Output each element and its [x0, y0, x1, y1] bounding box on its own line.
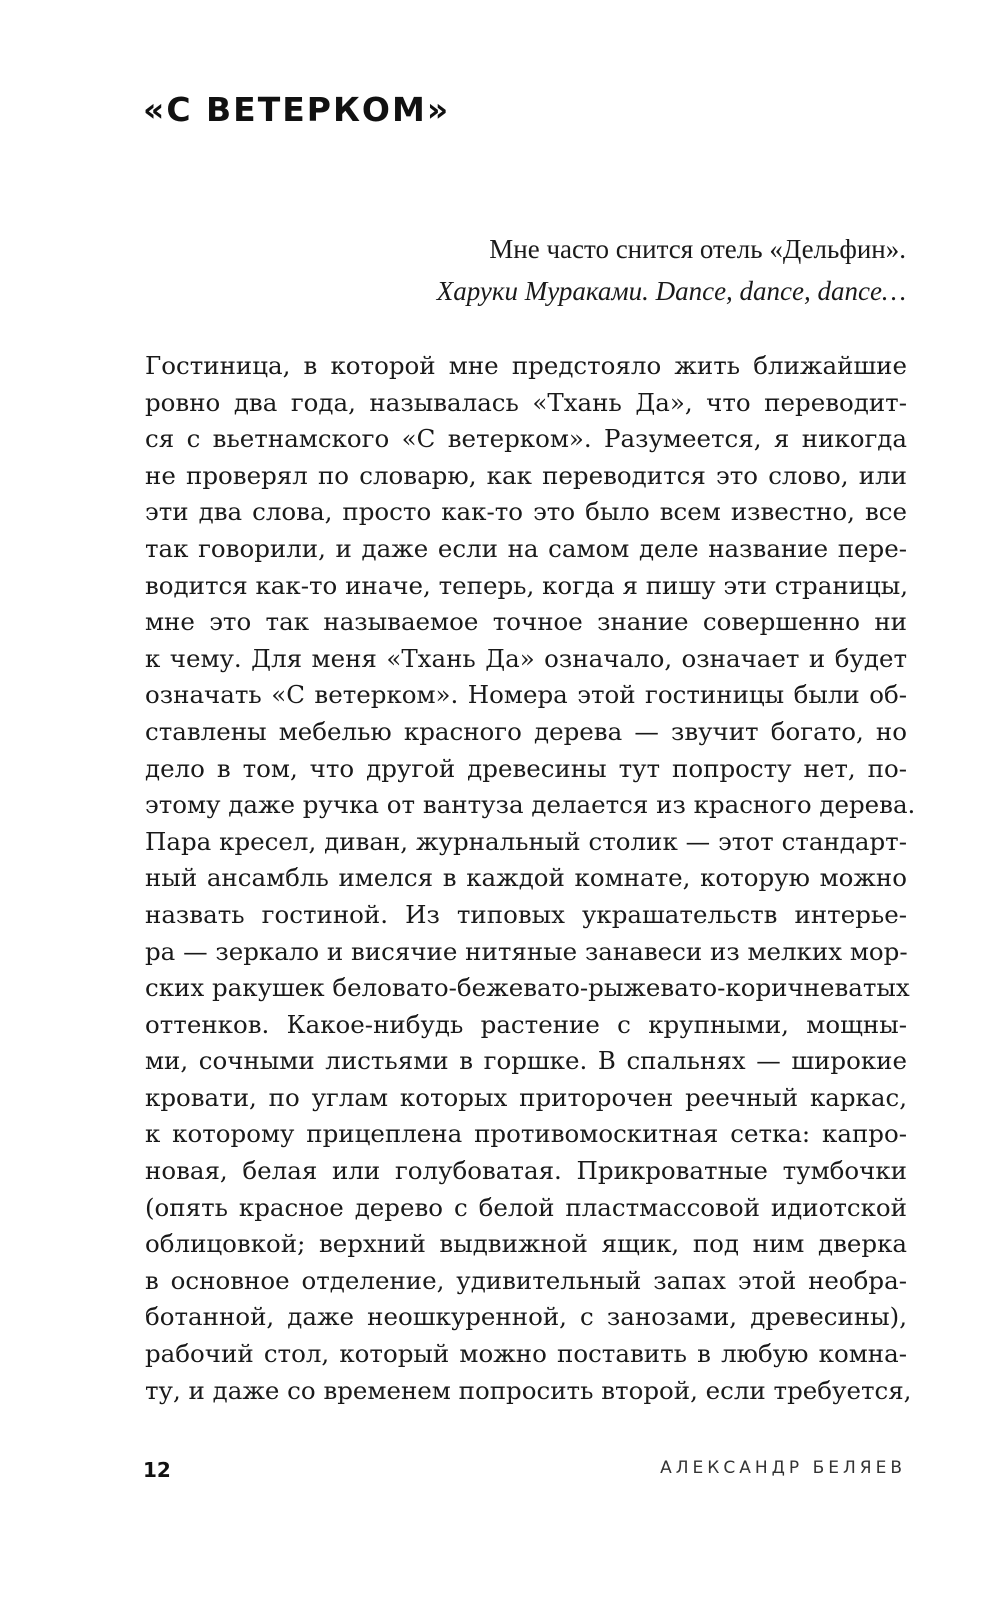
body-line: новая, белая или голубоватая. Прикроватные тумбочки	[145, 1156, 907, 1186]
body-line: ся с вьетнамского «С ветерком». Разумеется, я никогда	[145, 424, 907, 454]
body-line: ра — зеркало и висячие нитяные занавеси из мелких мор-	[145, 936, 908, 966]
body-line: эти два слова, просто как-то это было всем известно, все	[145, 497, 907, 527]
epigraph	[437, 228, 906, 312]
body-line: так говорили, и даже если на самом деле название пере-	[145, 533, 907, 563]
chapter-title: «С ВЕТЕРКОМ»	[143, 90, 451, 129]
body-line: (опять красное дерево с белой пластмассовой идиотской	[145, 1192, 907, 1222]
body-line: к чему. Для меня «Тхань Да» означало, означает и будет	[145, 643, 907, 673]
body-line: дело в том, что другой древесины тут попросту нет, по-	[145, 753, 907, 783]
body-line: облицовкой; верхний выдвижной ящик, под ним дверка	[145, 1229, 907, 1259]
body-line: водится как-то иначе, теперь, когда я пишу эти страницы,	[145, 570, 909, 600]
epigraph-attribution: Харуки Мураками. Dance, dance, dance…	[436, 276, 906, 306]
body-line: ровно два года, называлась «Тхань Да», что переводит-	[145, 387, 907, 417]
body-line: Пара кресел, диван, журнальный столик — этот стандарт-	[145, 826, 907, 856]
body-line: мне это так называемое точное знание совершенно ни	[145, 607, 907, 637]
body-line: не проверял по словарю, как переводится это слово, или	[145, 460, 907, 490]
body-line: ту, и даже со временем попросить второй, если требуется,	[145, 1375, 912, 1405]
page-number: 12	[143, 1458, 171, 1482]
body-text	[145, 348, 916, 1409]
body-line: ботанной, даже неошкуренной, с занозами, древесины),	[145, 1302, 907, 1332]
epigraph-quote: Мне часто снится отель «Дельфин».	[489, 234, 906, 264]
body-line: кровати, по углам которых приторочен реечный каркас,	[145, 1082, 907, 1112]
body-line: рабочий стол, который можно поставить в любую комна-	[145, 1339, 907, 1369]
running-footer-author: АЛЕКСАНДР БЕЛЯЕВ	[660, 1458, 906, 1478]
body-line: ми, сочными листьями в горшке. В спальнях — широкие	[145, 1046, 907, 1076]
body-line: назвать гостиной. Из типовых украшательств интерье-	[145, 899, 907, 929]
body-line: ских ракушек беловато-бежевато-рыжевато-коричневатых	[145, 973, 910, 1003]
body-line: к которому прицеплена противомоскитная сетка: капро-	[145, 1119, 907, 1149]
body-line: ный ансамбль имелся в каждой комнате, которую можно	[145, 863, 907, 893]
body-line: в основное отделение, удивительный запах этой необра-	[145, 1265, 907, 1295]
body-line: означать «С ветерком». Номера этой гостиницы были об-	[145, 680, 907, 710]
body-line: этому даже ручка от вантуза делается из красного дерева.	[145, 790, 916, 820]
body-line: ставлены мебелью красного дерева — звучит богато, но	[145, 716, 907, 746]
body-line: Гостиница, в которой мне предстояло жить ближайшие	[145, 351, 907, 380]
body-line: оттенков. Какое-нибудь растение с крупными, мощны-	[145, 1009, 907, 1039]
